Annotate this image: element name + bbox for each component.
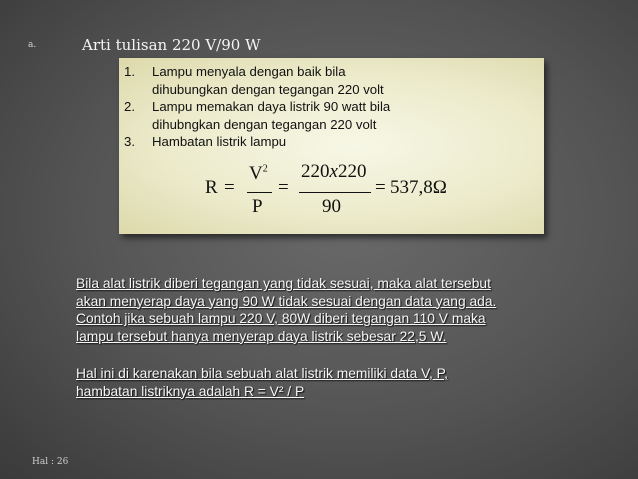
fraction-line-2 [299,192,371,193]
page-footer: Hal : 26 [32,457,69,467]
formula-v: V [249,163,263,184]
formula-equals-3: = [375,177,386,198]
formula-frac2-numerator [301,161,366,183]
list-number: 2. [124,99,135,114]
explanation-paragraph [76,275,576,345]
formula-num-b: 220 [337,161,367,182]
result-value: 537,8 [390,177,433,198]
info-box [119,58,544,234]
formula-equals-2: = [278,177,289,198]
formula-frac2-denominator: 90 [322,196,341,217]
list-text: Lampu memakan daya listrik 90 watt bila [152,99,391,114]
formula-frac1-numerator [249,163,268,185]
formula-num-a: 220 [301,161,330,182]
list-number: 1. [124,64,135,79]
list-text: Hambatan listrik lampu [152,134,287,149]
ohm-symbol: Ω [432,177,447,198]
formula-result [390,177,447,199]
paragraph-line: Hal ini di karenakan bila sebuah alat listrik memiliki data V, P, [76,366,448,381]
formula-frac1-denominator: P [252,196,263,217]
paragraph-line: lampu tersebut hanya menyerap daya listrik sebesar 22,5 W. [76,328,447,344]
formula-times: x [329,161,338,182]
list-item-1-continued: dihubungkan dengan tegangan 220 volt [152,82,384,97]
paragraph-line: Bila alat listrik diberi tegangan yang tidak sesuai, maka alat tersebut [76,276,491,291]
fraction-line-1 [247,192,272,193]
formula-equals-1: = [224,177,235,198]
list-number: 3. [124,134,135,149]
formula-lhs: R [205,177,218,198]
formula-exponent: 2 [262,163,268,175]
resistance-formula [119,58,544,234]
slide-heading: Arti tulisan 220 V/90 W [82,36,261,54]
paragraph-line: Contoh jika sebuah lampu 220 V, 80W diberi tegangan 110 V maka [76,311,486,327]
paragraph-line: hambatan listriknya adalah R = V² / P [76,383,305,399]
list-text: Lampu menyala dengan baik bila [152,64,346,79]
bullet-letter: a. [28,40,37,50]
paragraph-line: akan menyerap daya yang 90 W tidak sesuai dengan data yang ada. [76,293,497,309]
list-item-2-continued: dihubngkan dengan tegangan 220 volt [152,117,377,132]
conclusion-paragraph [76,365,576,400]
